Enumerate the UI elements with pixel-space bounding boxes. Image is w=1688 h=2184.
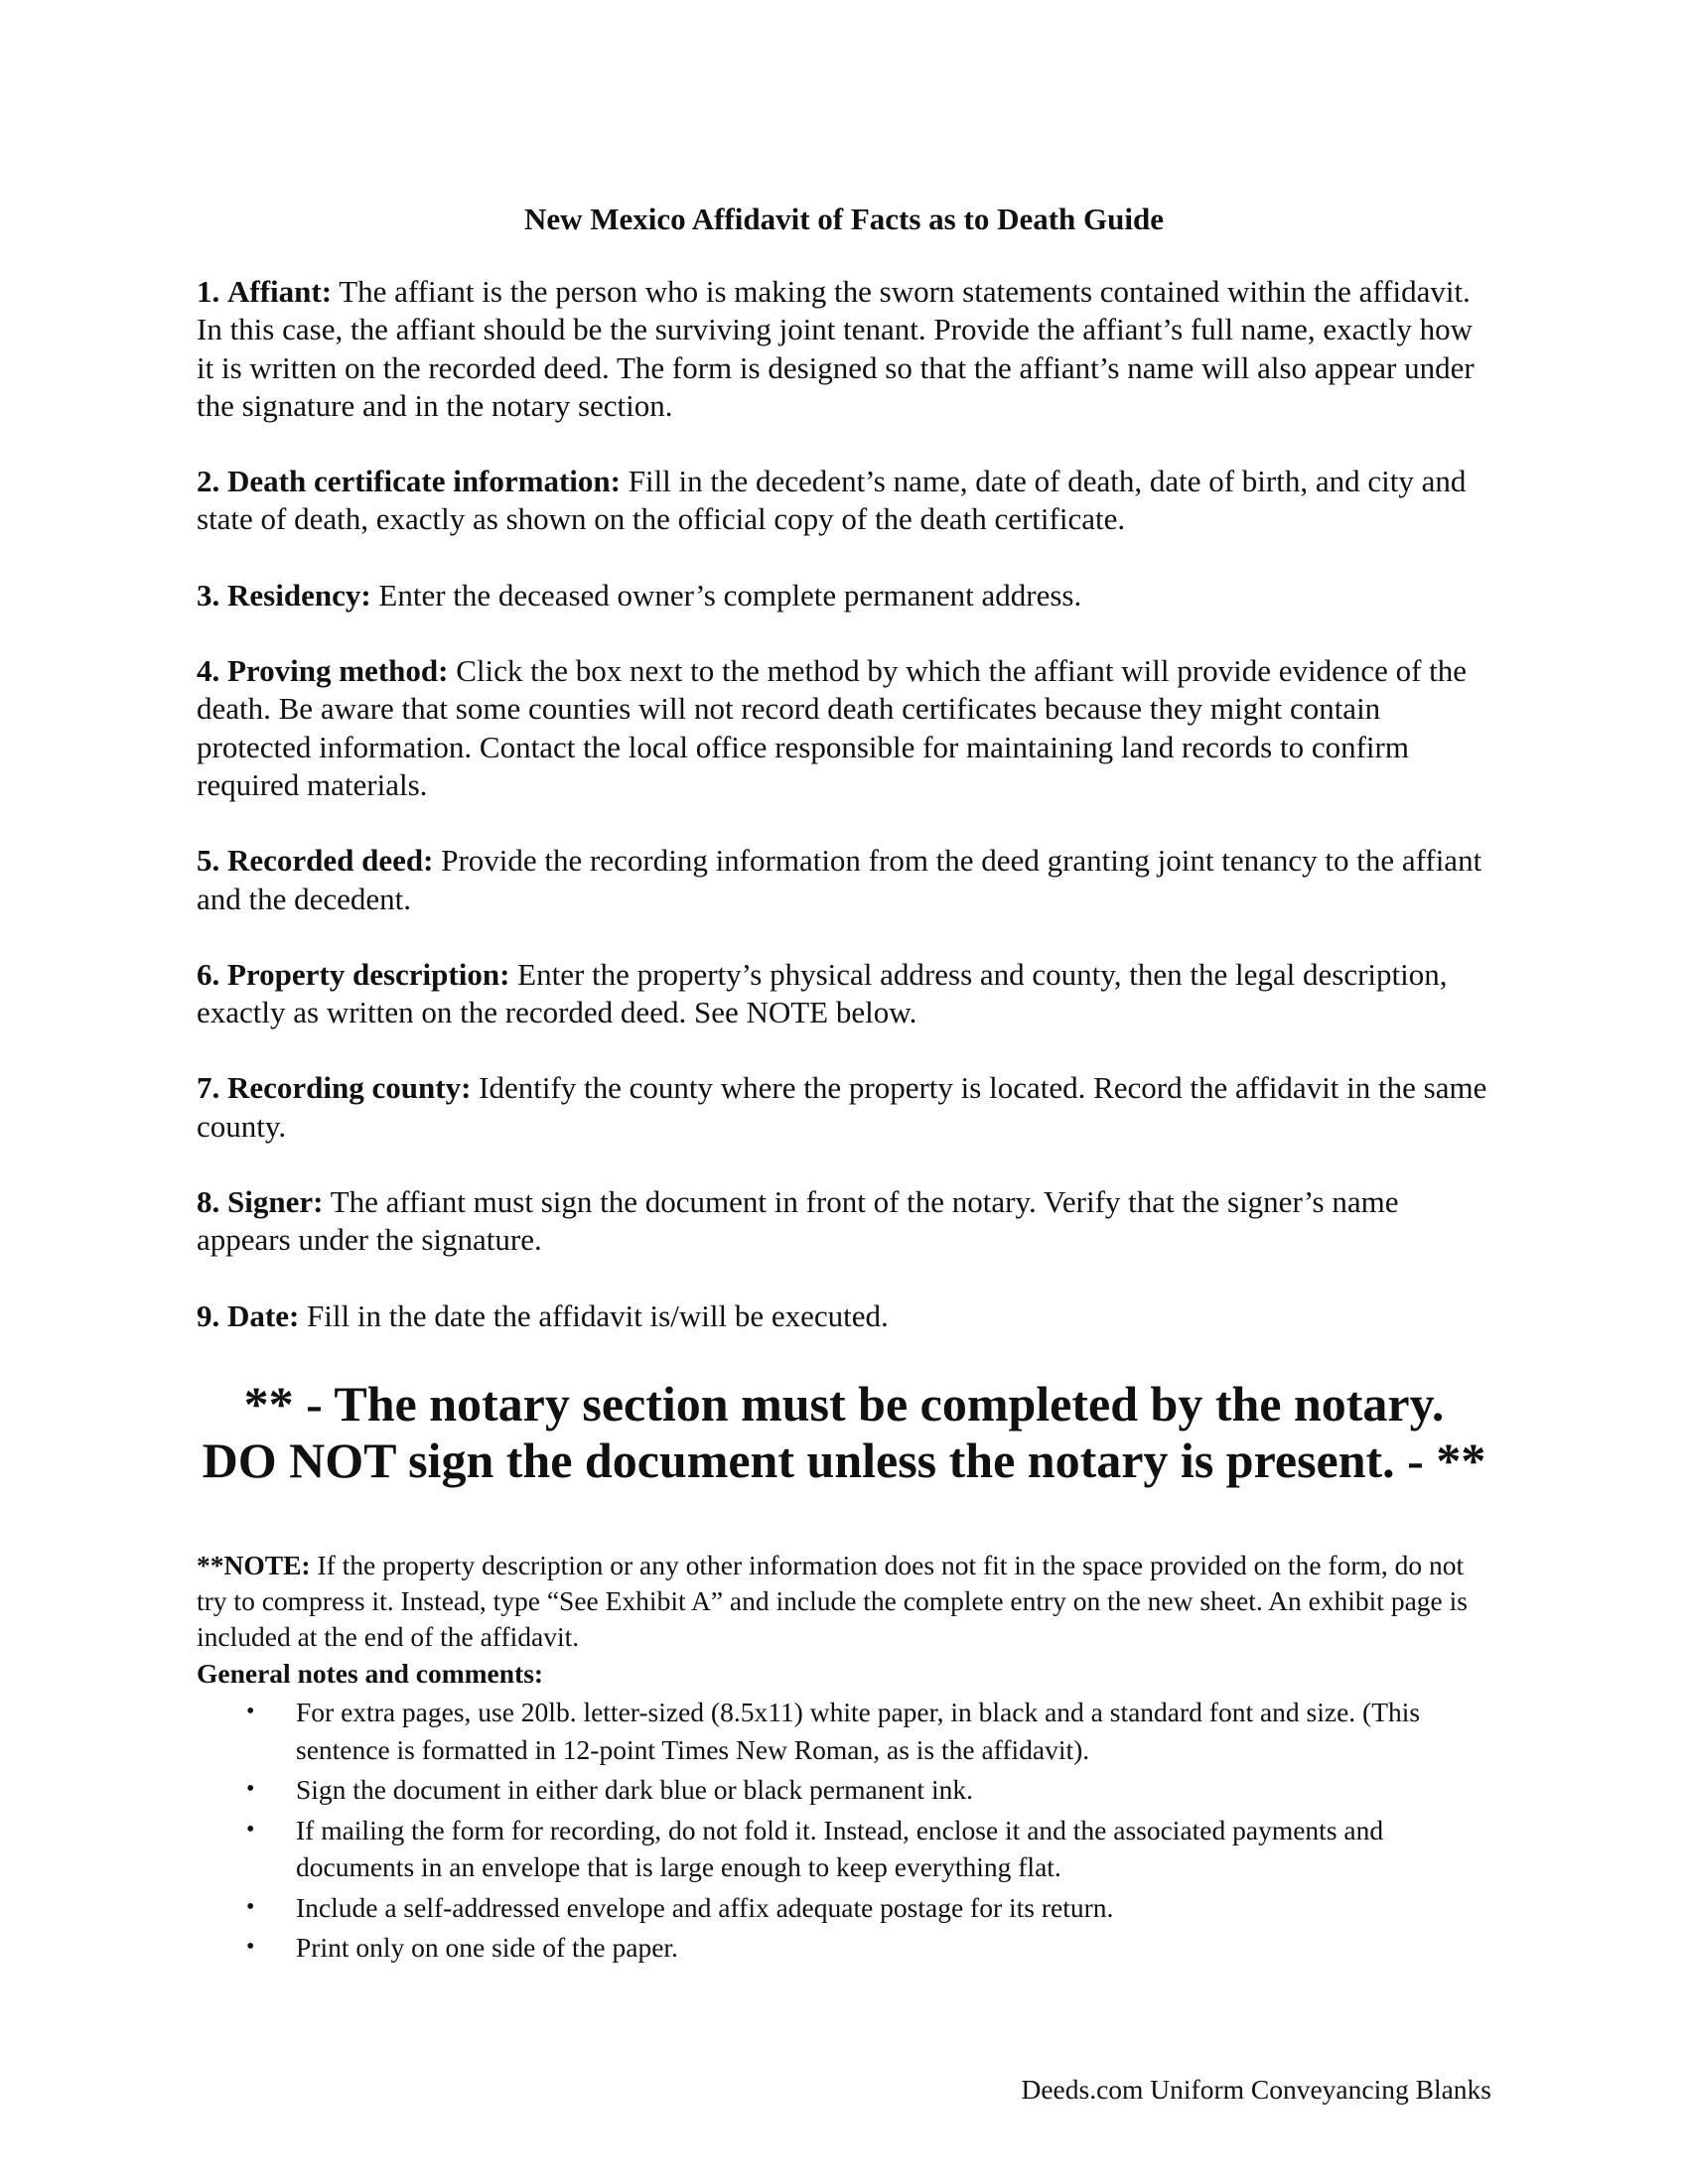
list-item — [246, 1812, 1497, 1886]
instruction-item-affiant — [197, 273, 1497, 425]
instruction-item-death-certificate — [197, 463, 1497, 539]
general-notes-heading: General notes and comments: — [197, 1658, 544, 1689]
instruction-item-recording-county — [197, 1069, 1497, 1146]
item-label: Death certificate information: — [227, 464, 621, 499]
item-number: 5. — [197, 843, 220, 879]
item-label: Proving method: — [227, 653, 449, 689]
item-text: The affiant must sign the document in front of the notary. Verify that the signer’s name appears under the signature. — [197, 1184, 1399, 1258]
page-footer: Deeds.com Uniform Conveyancing Blanks — [1021, 2074, 1491, 2105]
item-label: Signer: — [227, 1184, 324, 1220]
item-text: Identify the county where the property is located. Record the affidavit in the same county. — [197, 1070, 1487, 1144]
item-text: Fill in the decedent’s name, date of death, date of birth, and city and state of death, exactly as shown on the official copy of the death certificate. — [197, 464, 1467, 537]
bullet-icon: • — [246, 1776, 255, 1802]
item-label: Recorded deed: — [227, 843, 434, 879]
item-label: Residency: — [227, 577, 371, 613]
item-text: Enter the property’s physical address and county, then the legal description, exactly as written on the recorded deed. See NOTE below. — [197, 956, 1448, 1030]
item-number: 9. — [197, 1297, 220, 1333]
general-notes — [197, 1656, 1497, 1970]
list-item — [246, 1929, 1497, 1967]
list-item-text: If mailing the form for recording, do not fold it. Instead, enclose it and the associated payments and documents in an envelope that is large enough to keep everything flat. — [296, 1814, 1384, 1882]
notary-warning-line-2: DO NOT sign the document unless the notary is present. - ** — [202, 1433, 1486, 1488]
bullet-icon: • — [246, 1816, 255, 1843]
page-title: New Mexico Affidavit of Facts as to Death Guide — [523, 202, 1164, 236]
item-number: 2. — [197, 464, 220, 499]
item-label: Recording county: — [227, 1070, 472, 1106]
item-number: 4. — [197, 653, 220, 689]
item-label: Date: — [227, 1297, 300, 1333]
note-text: If the property description or any other information does not fit in the space provided on the form, do not try to compress it. Instead, type “See Exhibit A” and include the complete entry on the new sheet. An exhibit page is included at the end of the affidavit. — [197, 1549, 1468, 1652]
list-item-text: Sign the document in either dark blue or black permanent ink. — [296, 1774, 973, 1805]
instruction-item-residency — [197, 577, 1497, 614]
list-item-text: Include a self-addressed envelope and affix adequate postage for its return. — [296, 1891, 1114, 1923]
item-number: 8. — [197, 1184, 220, 1220]
item-text: Fill in the date the affidavit is/will be executed. — [299, 1297, 889, 1333]
list-item-text: Print only on one side of the paper. — [296, 1932, 678, 1963]
notary-warning-line-1: ** - The notary section must be completed by the notary. — [243, 1376, 1445, 1432]
item-text: The affiant is the person who is making the sworn statements contained within the affidavit. In this case, the affiant should be the surviving joint tenant. Provide the affiant’s full name, exactly how it is written on the recorded deed. The form is designed so that the affiant’s name will also appear under the signature and in the notary section. — [197, 274, 1475, 423]
list-item-text: For extra pages, use 20lb. letter-sized (8.5x11) white paper, in black and a standard font and size. (This sentence is formatted in 12-point Times New Roman, as is the affidavit). — [296, 1697, 1421, 1765]
item-number: 6. — [197, 956, 220, 992]
list-item — [246, 1694, 1497, 1768]
bullet-icon: • — [246, 1893, 255, 1920]
item-label: Affiant: — [227, 274, 333, 309]
bullet-icon: • — [246, 1699, 255, 1724]
notary-warning — [0, 1376, 1688, 1489]
instruction-item-property-description — [197, 956, 1497, 1032]
item-text: Click the box next to the method by which the affiant will provide evidence of the death. Be aware that some counties will not record death certificates because they might contain protected information. Contact the local office responsible for maintaining land records to confirm required materials. — [197, 653, 1468, 802]
bullet-icon: • — [246, 1934, 255, 1960]
item-number: 7. — [197, 1070, 220, 1106]
general-notes-list — [197, 1694, 1497, 1967]
item-number: 1. — [197, 274, 220, 309]
instruction-item-signer — [197, 1183, 1497, 1260]
exhibit-note — [197, 1548, 1497, 1655]
item-label: Property description: — [227, 956, 510, 992]
item-text: Enter the deceased owner’s complete permanent address. — [370, 577, 1082, 613]
list-item — [246, 1771, 1497, 1809]
list-item — [246, 1889, 1497, 1927]
note-label: **NOTE: — [197, 1549, 311, 1580]
instruction-item-recorded-deed — [197, 842, 1497, 918]
instruction-item-proving-method — [197, 652, 1497, 804]
item-text: Provide the recording information from the deed granting joint tenancy to the affiant and the decedent. — [197, 843, 1482, 916]
instruction-item-date — [197, 1297, 1497, 1335]
item-number: 3. — [197, 577, 220, 613]
instruction-list — [197, 273, 1497, 1373]
